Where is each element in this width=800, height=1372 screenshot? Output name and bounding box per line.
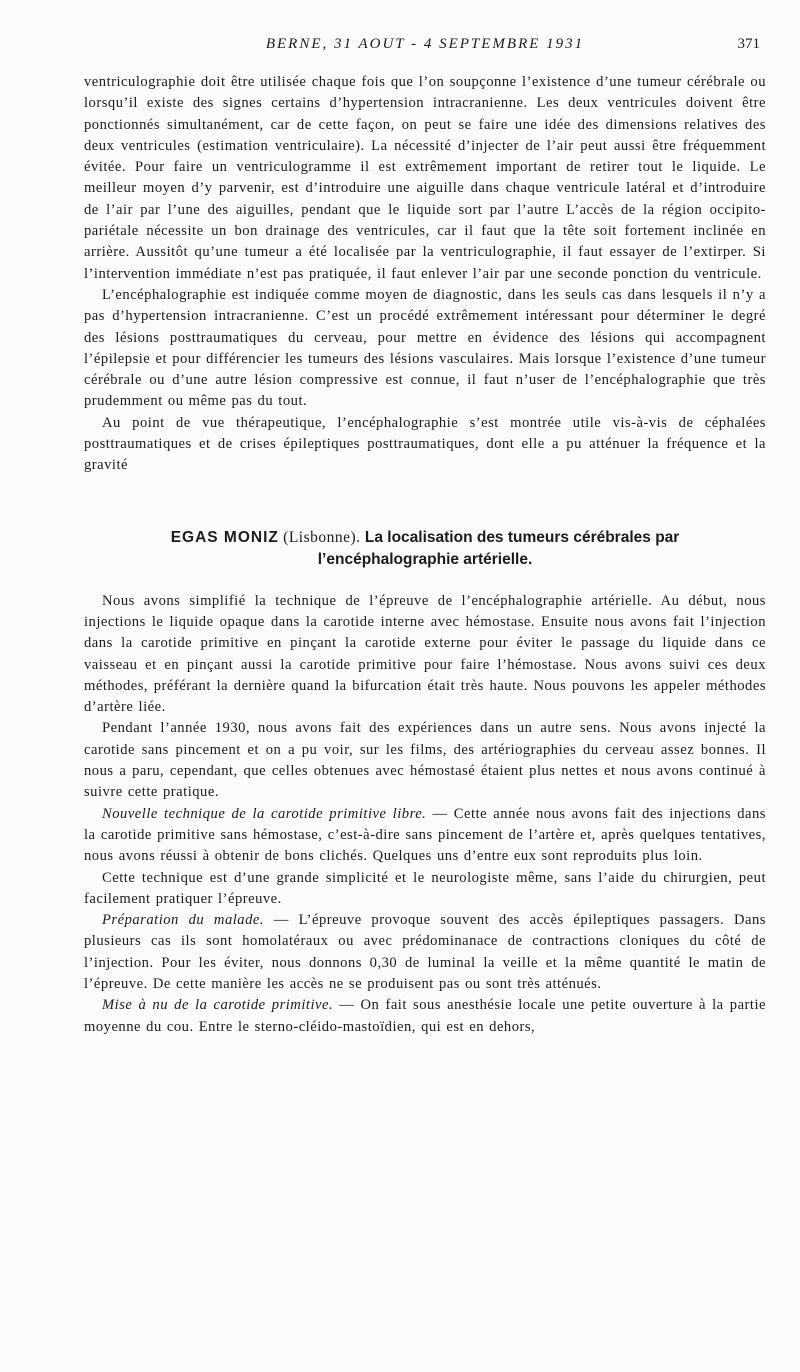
paragraph-lead-in: Mise à nu de la carotide primitive. <box>102 997 334 1014</box>
running-header <box>84 30 766 58</box>
article-author: EGAS MONIZ <box>170 528 279 546</box>
paragraph-preparation <box>84 910 766 995</box>
paragraph-mise-a-nu <box>84 995 766 1038</box>
paragraph-encephalographie: L’encéphalographie est indiquée comme moyen de diagnostic, dans les seuls cas dans lesquels il n’y a pas d’hypertension intracranienne. C’est un procédé extrêmement intéressant pour déterminer le degré des lésions posttraumatiques du cerveau, pour mettre en évidence des lésions qui accompagnent l’épilepsie et pour différencier les tumeurs des lésions vasculaires. Mais lorsque l’existence d’une tumeur cérébrale ou d’une autre lésion compressive est connue, il faut n’user de l’encéphalographie que très prudemment ou même pas du tout. <box>84 286 766 410</box>
paragraph-text: Cette technique est d’une grande simplicité et le neurologiste même, sans l’aide du chirurgien, peut facilement pratiquer l’épreuve. <box>84 869 766 907</box>
paragraph-simplicite <box>84 868 766 911</box>
article-heading-line1 <box>84 527 766 549</box>
paragraph-text: — L’épreuve provoque souvent des accès épileptiques passagers. Dans plusieurs cas ils sont homolatéraux ou avec prédominanace de contractions cloniques du côté de l’injection. Pour les éviter, nous donnons 0,30 de luminal la veille et la même quantité le matin de l’épreuve. De cette manière les accès ne se produisent pas ou sont très atténués. <box>84 912 766 992</box>
paragraph-therapeutique: Au point de vue thérapeutique, l’encéphalographie s’est montrée utile vis-à-vis de céphalées posttraumatiques et de crises épileptiques posttraumatiques, dont elle a pu atténuer la fréquence et la gravité <box>84 414 766 474</box>
paragraph-ventriculographie: ventriculographie doit être utilisée chaque fois que l’on soupçonne l’existence d’une tumeur cérébrale ou lorsqu’il existe des signes certains d’hypertension intracranienne. Les deux ventricules doivent être ponctionnés simultanément, car de cette façon, on peut se faire une idée des dimensions relatives des deux ventricules (estimation ventriculaire). La nécessité d’injecter de l’air peut aussi être fréquemment évitée. Pour faire un ventriculogramme il est extrêmement important de retirer tout le liquide. Le meilleur moyen d’y parvenir, est d’introduire une aiguille dans chaque ventricule latéral et d’introduire de l’air par l’une des aiguilles, pendant que le liquide sort par l’autre L’accès de la région occipito-pariétale nécessite un bon drainage des ventricules, car il faut que la tête soit fortement inclinée en arrière. Aussitôt qu’une tumeur a été localisée par la ventriculographie, il faut essayer de l’extirper. Si l’intervention immédiate n’est pas pratiquée, il faut enlever l’air par une seconde ponction du ventricule. <box>84 74 766 282</box>
paragraph-text: — Cette année nous avons fait des injections dans la carotide primitive sans hémostase, c’est-à-dire sans pincement de l’artère et, après quelques tentatives, nous avons réussi à obtenir de bons clichés. Quelques uns d’entre eux sont reproduits plus loin. <box>84 805 766 865</box>
article-heading <box>84 527 766 571</box>
page-number: 371 <box>737 36 760 52</box>
article-title-line2: l’encéphalographie artérielle. <box>317 550 533 568</box>
running-title: BERNE, 31 AOUT - 4 SEPTEMBRE 1931 <box>265 36 585 52</box>
article-affiliation: (Lisbonne). <box>283 528 361 546</box>
paragraph-technique-simplifiee <box>84 591 766 719</box>
article-title-line1: La localisation des tumeurs cérébrales par <box>364 528 680 546</box>
paragraph-lead-in: Nouvelle technique de la carotide primitive libre. <box>102 805 427 822</box>
paragraph-lead-in: Préparation du malade. <box>102 912 265 929</box>
paragraph-text: Pendant l’année 1930, nous avons fait des expériences dans un autre sens. Nous avons injecté la carotide sans pincement et on a pu voir, sur les films, des artériographies du cerveau assez bonnes. Il nous a paru, cependant, que celles obtenues avec hémostasé étaient plus nettes et nous avons continué à suivre cette pratique. <box>84 720 766 801</box>
paragraph-text: Nous avons simplifié la technique de l’épreuve de l’encéphalographie artérielle. Au début, nous injections le liquide opaque dans la carotide interne avec hémostase. Ensuite nous avons fait l’injection dans la carotide primitive en pinçant la carotide externe pour éviter le passage du liquide dans ce vaisseau et en pinçant aussi la carotide primitive pour faire l’hémostase. Nous avons suivi ces deux méthodes, préférant la dernière quand la bifurcation était très haute. Nous pouvons les appeler méthodes d’artère liée. <box>84 592 766 716</box>
paragraph-nouvelle-technique <box>84 804 766 868</box>
paragraph-annee-1930 <box>84 718 766 803</box>
paragraph-text: — On fait sous anesthésie locale une petite ouverture à la partie moyenne du cou. Entre le sterno-cléido-mastoïdien, qui est en dehors, <box>84 997 766 1035</box>
